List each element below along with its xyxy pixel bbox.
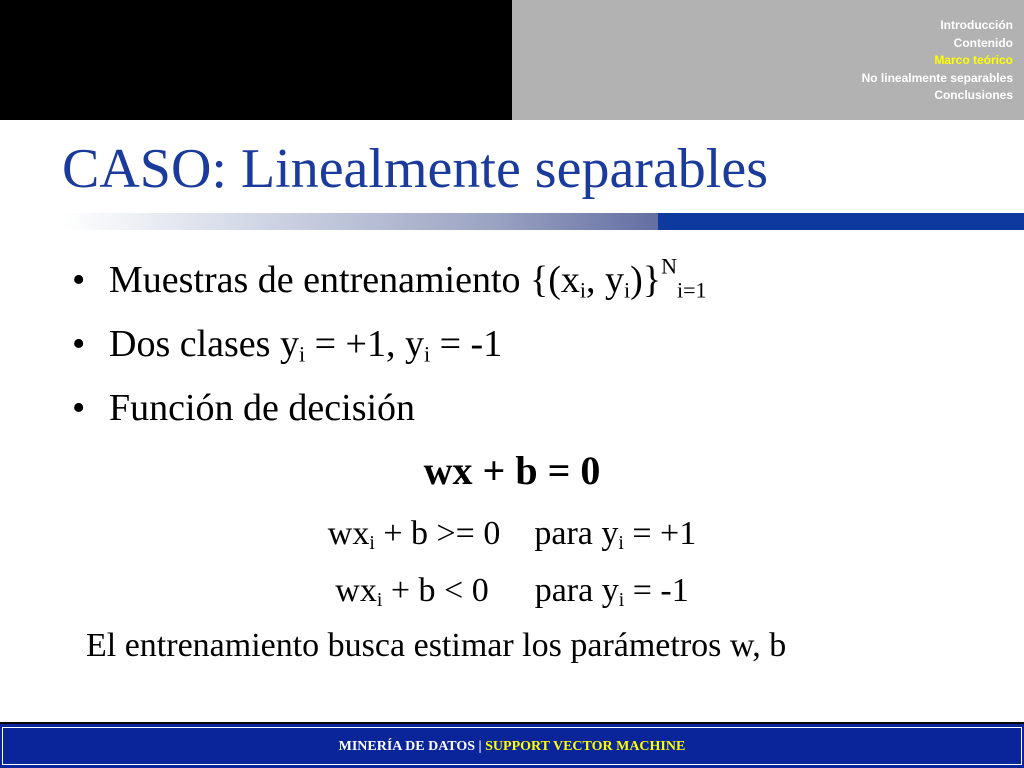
nav-item-conclusiones[interactable]: Conclusiones	[934, 88, 1013, 102]
nav-item-introduccion[interactable]: Introducción	[940, 18, 1013, 32]
decision-equation: wx + b = 0	[423, 448, 601, 493]
bullet-two-classes: • Dos clases $y_i = +1$, $y_i = -1$	[72, 312, 707, 376]
footer-topic: SUPPORT VECTOR MACHINE	[485, 739, 686, 754]
footer-course: MINERÍA DE DATOS |	[338, 739, 486, 754]
bullet-training-samples: • Muestras de entrenamiento {($x_i$, $y_i)\}^N_{i=1}$	[72, 248, 707, 312]
training-summary: El entrenamiento busca estimar los parámetros w, b	[86, 627, 787, 664]
condition-negative-class: $wx_i + b < 0$ para $y_i = -1$	[335, 572, 689, 611]
nav-item-no-linealmente-separables[interactable]: No linealmente separables	[861, 70, 1013, 85]
bullet-decision-function: • Función de decisión	[72, 376, 707, 440]
bullet-list	[72, 248, 707, 440]
header-black-panel	[0, 0, 512, 120]
section-navigation	[862, 17, 1013, 105]
bullet-symbol: •	[72, 259, 86, 301]
nav-item-marco-teorico[interactable]: Marco teórico	[934, 53, 1013, 67]
slide-title: CASO: Linealmente separables	[62, 138, 769, 200]
nav-item-contenido[interactable]: Contenido	[953, 35, 1013, 50]
title-underline-solid	[658, 213, 1024, 230]
footer-caption	[0, 739, 1024, 755]
bullet-symbol: •	[72, 387, 86, 429]
condition-positive-class: $wx_i + b >= 0$ para $y_i = +1$	[327, 515, 697, 554]
bullet-symbol: •	[72, 323, 86, 365]
